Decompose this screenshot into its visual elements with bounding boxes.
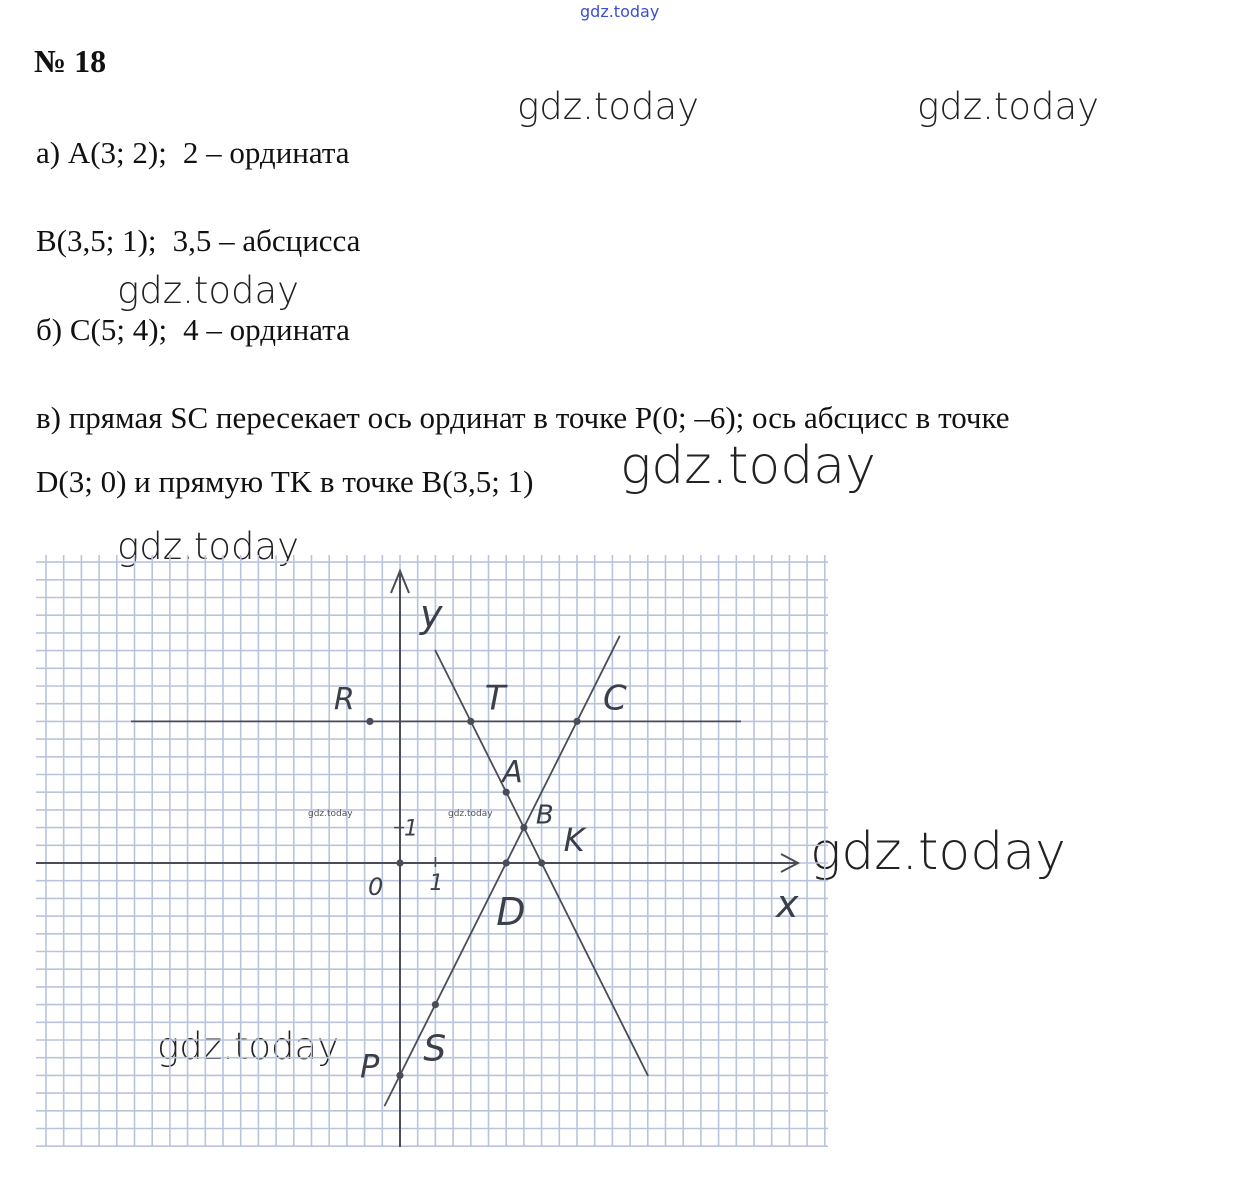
axis-label-x: x [776, 882, 799, 926]
label-b: B [535, 800, 554, 831]
answer-v-line-2: D(3; 0) и прямую TK в точке B(3,5; 1) [36, 464, 534, 499]
watermark-small: gdz.today [448, 809, 493, 819]
label-a: A [502, 755, 523, 791]
axis-label-y: y [420, 592, 443, 636]
watermark: gdz.today [810, 822, 1066, 882]
point-k [538, 859, 545, 866]
watermark: gdz.today [157, 1025, 340, 1068]
label-t: T [484, 678, 506, 719]
point-s [432, 1001, 439, 1008]
answer-c [36, 314, 350, 345]
point-b [520, 824, 527, 831]
label-d: D [496, 890, 526, 934]
answer-v-line-1: в) прямая SC пересекает ось ординат в точке P(0; –6); ось абсцисс в точке [36, 400, 1010, 435]
answer-a [36, 137, 350, 168]
point-d [503, 859, 510, 866]
answer-b [36, 225, 360, 256]
label-p: P [360, 1047, 380, 1086]
answer-b-note: 3,5 – абсцисса [172, 223, 361, 258]
watermark-top: gdz.today [580, 2, 660, 21]
watermark: gdz.today [517, 85, 700, 128]
point-c [573, 718, 580, 725]
unit-label-x: 1 [429, 871, 444, 896]
origin-label: 0 [368, 873, 384, 901]
label-k: K [563, 821, 585, 859]
answer-c-point: б) C(5; 4); [36, 312, 168, 347]
point-r [366, 718, 373, 725]
watermark-small: gdz.today [308, 809, 353, 819]
answer-c-note: 4 – ордината [183, 312, 350, 347]
watermark: gdz.today [117, 269, 300, 312]
watermark: gdz.today [620, 436, 876, 496]
coordinate-figure [36, 555, 828, 1147]
point-p [396, 1072, 403, 1079]
answer-b-point: B(3,5; 1); [36, 223, 157, 258]
labels [334, 592, 799, 1085]
label-r: R [333, 682, 355, 718]
problem-title: № 18 [34, 43, 107, 79]
watermark: gdz.today [117, 525, 300, 568]
point-t [467, 718, 474, 725]
watermark: gdz.today [917, 85, 1100, 128]
answer-a-point: а) A(3; 2); [36, 135, 167, 170]
label-s: S [423, 1028, 447, 1070]
answer-a-note: 2 – ордината [182, 135, 350, 170]
point-o [396, 859, 403, 866]
unit-label-y: 1 [404, 816, 418, 842]
label-c: C [603, 678, 627, 719]
